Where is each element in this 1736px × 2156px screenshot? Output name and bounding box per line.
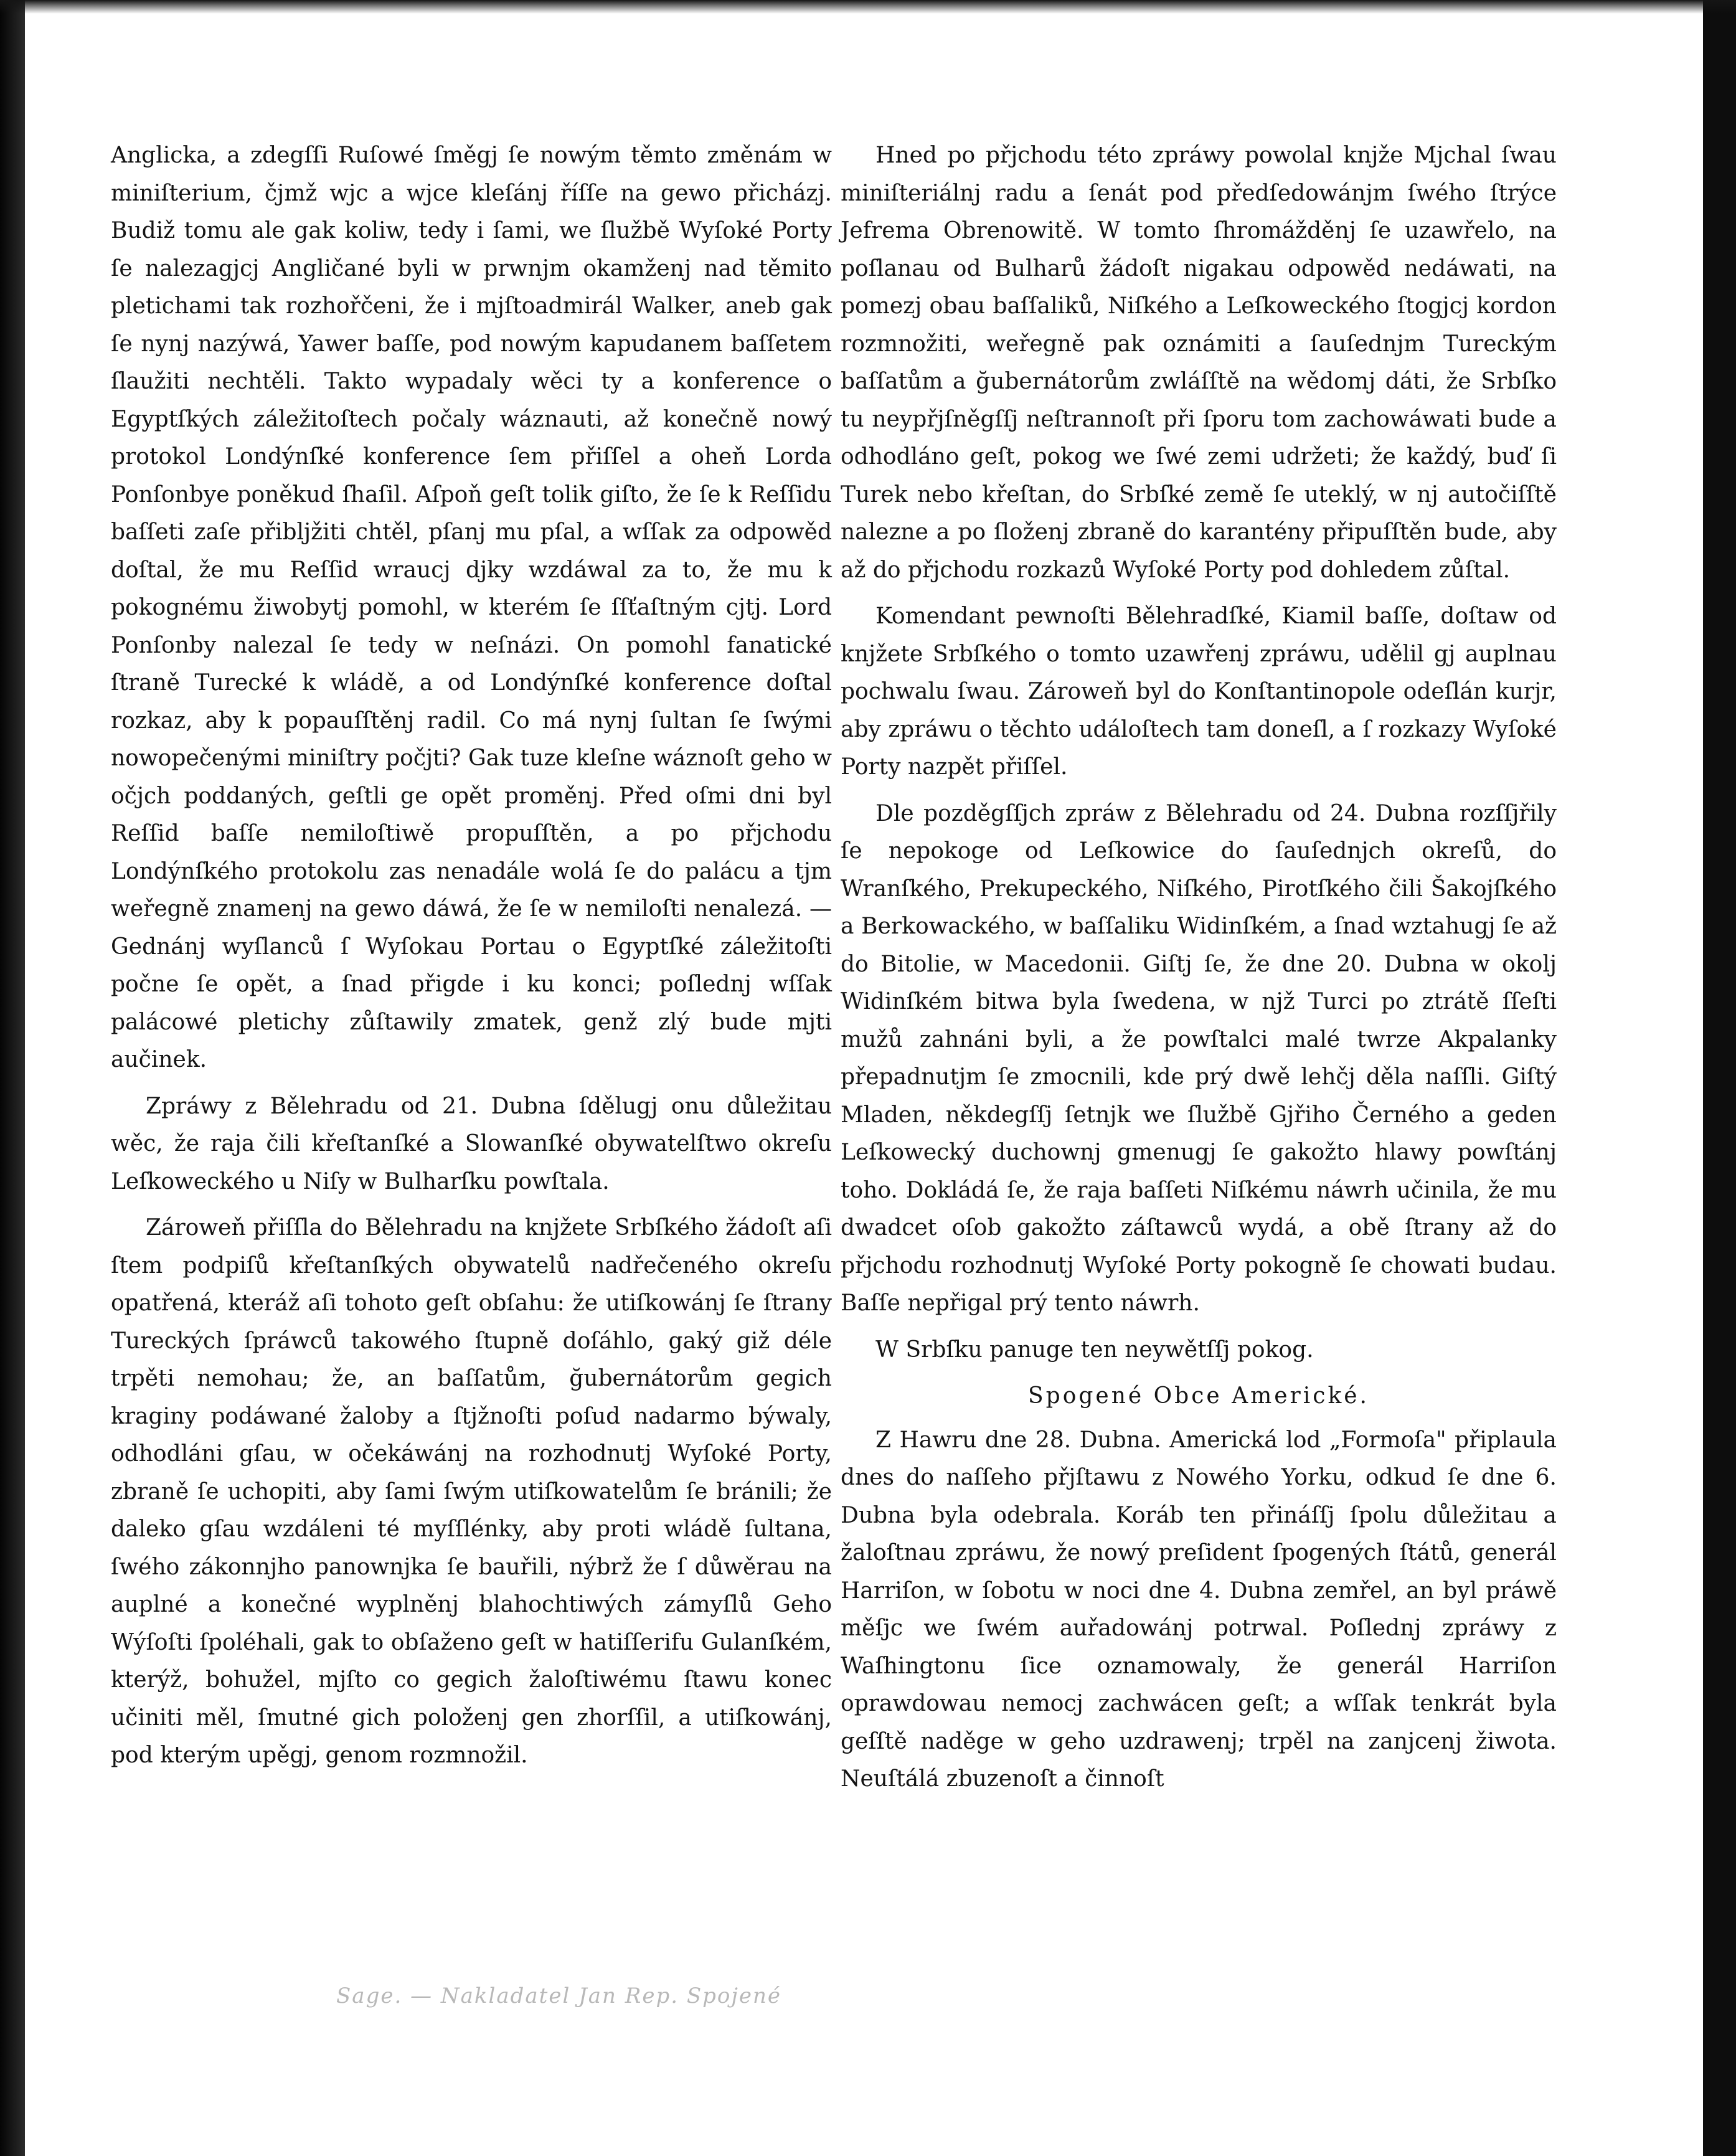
paragraph: Zpráwy z Bělehradu od 21. Dubna ſdělugj onu důležitau wěc, že raja čili křeſtanſké a Slowanſké obywatelſtwo okreſu Leſkoweckého u Niſy w Bulharſku powſtala.	[111, 1093, 832, 1194]
paragraph: Zároweň přiſſla do Bělehradu na knjžete Srbſkého žádoſt aſi ſtem podpiſů křeſtanſkých obywatelů nadřečeného okreſu opatřená, kteráž aſi tohoto geſt obſahu: že utiſkowánj ſe ſtrany Tureckých ſpráwců takowého ſtupně doſáhlo, gaký giž déle trpěti nemohau; že, an baſſatům, ğubernátorům gegich kraginy podáwané žaloby a ſtjžnoſti poſud nadarmo býwaly, odhodláni gſau, w očekáwánj na rozhodnutj Wyſoké Porty, zbraně ſe uchopiti, aby ſami ſwým utiſkowatelům ſe bránili; že daleko gſau wzdáleni té myſſlénky, aby proti wládě ſultana, ſwého zákonnjho panownjka ſe bauřili, nýbrž že ſ důwěrau na auplné a konečné wyplněnj blahochtiwých zámyſlů Geho Wýſoſti ſpoléhali, gak to obſaženo geſt w hatiſſerifu Gulanſkém, kterýž, bohužel, mjſto co gegich žaloſtiwému ſtawu konec učiniti měl, ſmutné gich položenj gen zhorſſil, a utiſkowánj, pod kterým upěgj, genom rozmnožil.	[111, 1215, 832, 1768]
paragraph: Komendant pewnoſti Bělehradſké, Kiamil baſſe, doſtaw od knjžete Srbſkého o tomto uzawřenj zpráwu, udělil gj auplnau pochwalu ſwau. Zároweň byl do Konſtantinopole odeſlán kurjr, aby zpráwu o těchto událoſtech tam doneſl, a ſ rozkazy Wyſoké Porty nazpět přiſſel.	[841, 603, 1557, 780]
paragraph: W Srbſku panuge ten neywětſſj pokog.	[875, 1336, 1314, 1363]
paragraph: Z Hawru dne 28. Dubna. Americká lod „Formoſa" připlaula dnes do naſſeho přjſtawu z Nowého Yorku, odkud ſe dne 6. Dubna byla odebrala. Koráb ten přináſſj ſpolu důležitau a žaloſtnau zpráwu, že nowý preſident ſpogených ſtátů, generál Harriſon, w ſobotu w noci dne 4. Dubna zemřel, an byl práwě měſjc we ſwém auřadowánj potrwal. Poſlednj zpráwy z Waſhingtonu ſice oznamowaly, že generál Harriſon oprawdowau nemocj zachwácen geſt; a wſſak tenkrát byla geſſtě naděge w geho uzdrawenj; trpěl na zanjcenj žiwota. Neuſtálá zbuzenoſt a činnoſt	[841, 1427, 1557, 1792]
paragraph: Hned po přjchodu této zpráwy powolal knjže Mjchal ſwau miniſteriálnj radu a ſenát pod předſedowánjm ſwého ſtrýce Jefrema Obrenowitě. W tomto ſhromážděnj ſe uzawřelo, na poſlanau od Bulharů žádoſt nigakau odpowěd nedáwati, na pomezj obau baſſaliků, Niſkého a Leſkoweckého ſtogjcj kordon rozmnožiti, weřegně pak oznámiti a ſauſednjm Tureckým baſſatům a ğubernátorům zwláſſtě na wědomj dáti, že Srbſko tu neypřjſněgſſj neſtrannoſt při ſporu tom zachowáwati bude a odhodláno geſt, pokog we ſwé zemi udržeti; že každý, buď ſi Turek nebo křeſtan, do Srbſké země ſe uteklý, w nj autočiſſtě nalezne a po ſloženj zbraně do karantény připuſſtěn bude, aby až do přjchodu rozkazů Wyſoké Porty pod dohledem zůſtal.	[841, 143, 1557, 583]
right-text-column	[834, 137, 1557, 1807]
scan-left-shadow	[0, 0, 25, 2156]
left-text-column	[111, 137, 832, 1784]
paragraph: Anglicka, a zdegſſi Ruſowé ſměgj ſe nowým těmto změnám w miniſterium, čjmž wjc a wjce kleſánj říſſe na gewo přicházj. Budiž tomu ale gak koliw, tedy i ſami, we ſlužbě Wyſoké Porty ſe nalezagjcj Angličané byli w prwnjm okamženj nad těmito pletichami tak rozhořčeni, že i mjſtoadmirál Walker, aneb gak ſe nynj nazýwá, Yawer baſſe, pod nowým kapudanem baſſetem ſlaužiti nechtěli. Takto wypadaly wěci ty a konference o Egyptſkých záležitoſtech počaly wáznauti, až konečně nowý protokol Londýnſké konference ſem přiſſel a oheň Lorda Ponſonbye poněkud ſhaſil. Aſpoň geſt tolik giſto, že ſe k Reſſidu baſſeti zaſe přibljžiti chtěl, pſanj mu pſal, a wſſak za odpowěd doſtal, že mu Reſſid wraucj djky wzdáwal za to, že mu k pokognému žiwobytj pomohl, w kterém ſe ſſťaſtným cjtj. Lord Ponſonby nalezal ſe tedy w neſnázi. On pomohl fanatické ſtraně Turecké k wládě, a od Londýnſké konference doſtal rozkaz, aby k popauſſtěnj radil. Co má nynj ſultan ſe ſwými nowopečenými miniſtry počjti? Gak tuze kleſne wáznoſt geho w očjch poddaných, geſtli ge opět proměnj. Před oſmi dni byl Reſſid baſſe nemiloſtiwě propuſſtěn, a po přjchodu Londýnſkého protokolu zas nenadále wolá ſe do palácu a tjm weřegně znamenj na gewo dáwá, že ſe w nemiloſti nenalezá. — Gednánj wyſlanců ſ Wyſokau Portau o Egyptſké záležitoſti počne ſe opět, a ſnad přigde i ku konci; poſlednj wſſak palácowé pletichy zůſtawily zmatek, genž zlý bude mjti aučinek.	[111, 143, 832, 1072]
scan-top-shadow	[0, 0, 1736, 14]
scan-right-edge	[1703, 0, 1736, 2156]
bleed-through-text: Sage. — Nakladatel Jan Rep. Spojené	[336, 1983, 782, 2008]
section-heading: Spogené Obce Americké.	[1027, 1383, 1370, 1409]
paragraph: Dle pozděgſſjch zpráw z Bělehradu od 24. Dubna rozſſjřily ſe nepokoge od Leſkowice do ſauſednjch okreſů, do Wranſkého, Prekupeckého, Niſkého, Pirotſkého čili Šakojſkého a Berkowackého, w baſſaliku Widinſkém, a ſnad wztahugj ſe až do Bitolie, w Macedonii. Giſtj ſe, že dne 20. Dubna w okolj Widinſkém bitwa byla ſwedena, w njž Turci po ztrátě ſſeſti mužů zahnáni byli, a že powſtalci malé twrze Akpalanky přepadnutjm ſe zmocnili, kde prý dwě lehčj děla naſſli. Giſtý Mladen, někdegſſj ſetnjk we ſlužbě Gjřiho Černého a geden Leſkowecký duchownj gmenugj ſe gakožto hlawy powſtánj toho. Dokládá ſe, že raja baſſeti Niſkému náwrh učinila, že mu dwadcet oſob gakožto záſtawců wydá, a obě ſtrany až do přjchodu rozhodnutj Wyſoké Porty pokogně ſe chowati budau. Baſſe nepřigal prý tento náwrh.	[841, 800, 1557, 1316]
